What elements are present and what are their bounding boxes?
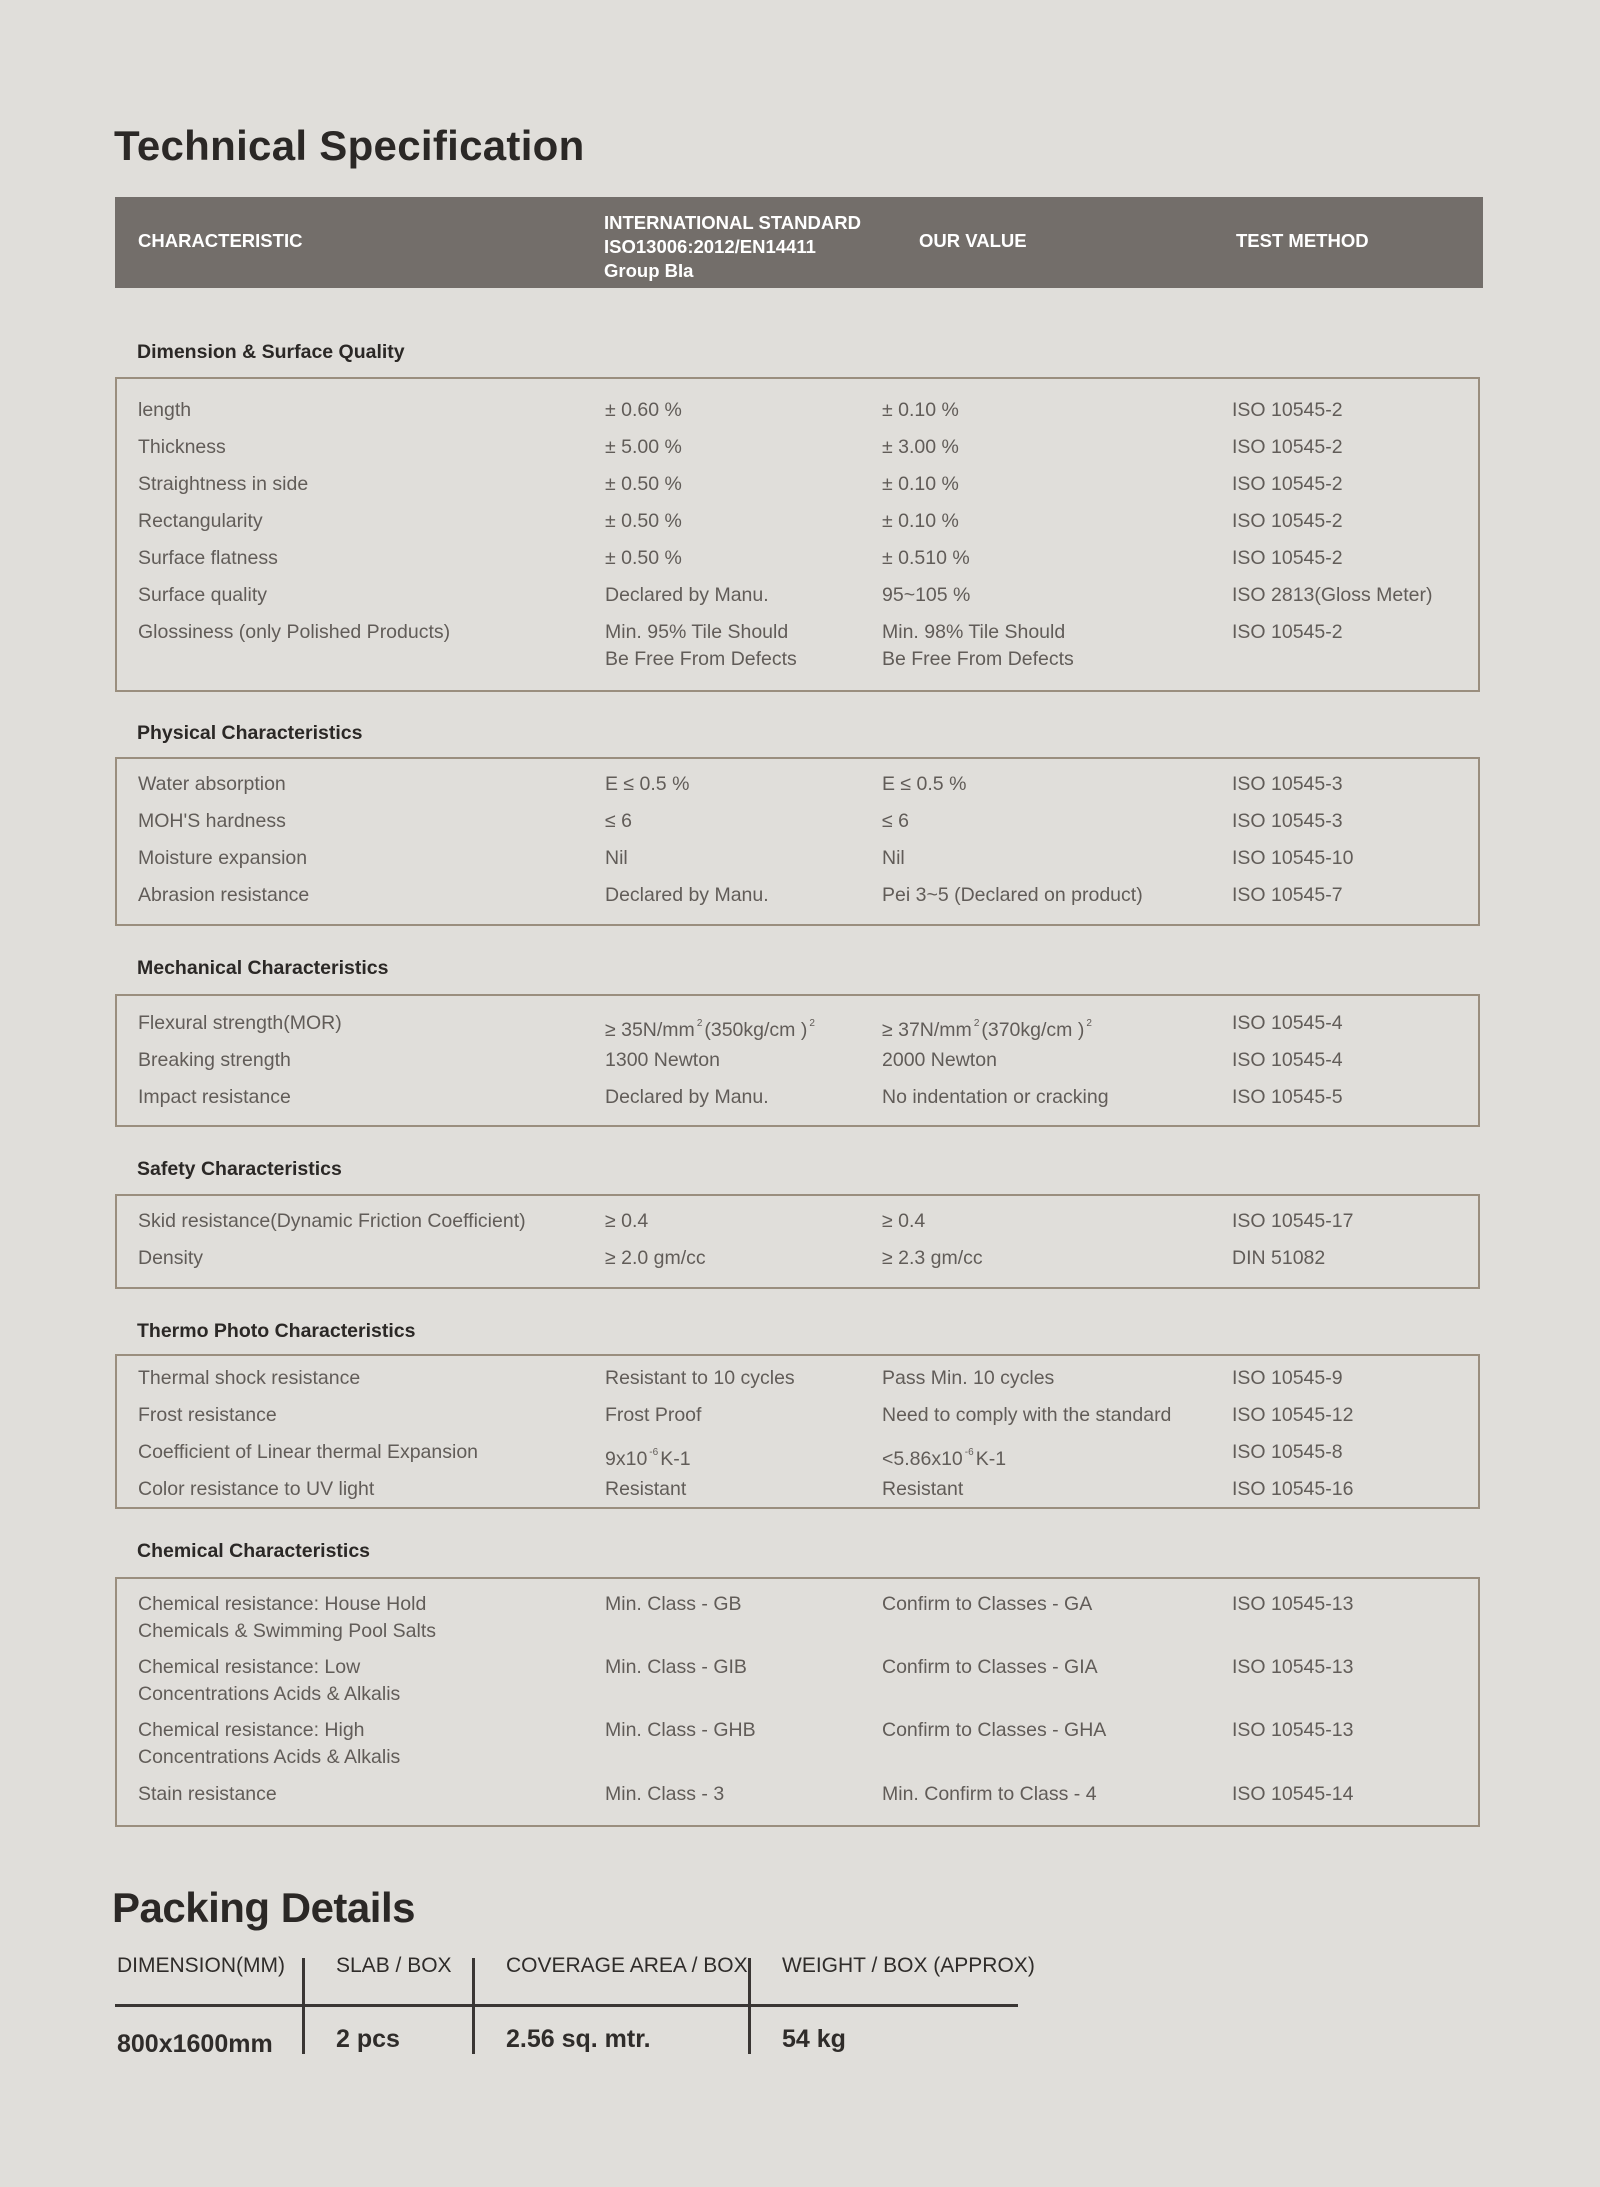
cell-method: ISO 10545-8 (1232, 1441, 1343, 1463)
cell-method: ISO 10545-9 (1232, 1367, 1343, 1389)
cell-method: DIN 51082 (1232, 1247, 1326, 1269)
cell-standard: Resistant to 10 cycles (605, 1367, 795, 1389)
cell-part: ≥ 35N/mm (605, 1019, 695, 1041)
header-standard-line: INTERNATIONAL STANDARD (604, 212, 861, 233)
packing-header-weight: WEIGHT / BOX (APPROX) (782, 1954, 1035, 1977)
packing-value-slab: 2 pcs (336, 2025, 400, 2053)
cell-line: Chemical resistance: Low (138, 1656, 361, 1678)
cell-standard (605, 1439, 691, 1473)
superscript: 2 (1086, 1018, 1092, 1029)
superscript: -6 (964, 1447, 974, 1458)
cell-characteristic: Stain resistance (138, 1783, 277, 1805)
cell-value: Resistant (882, 1478, 964, 1500)
cell-characteristic: Moisture expansion (138, 847, 308, 869)
cell-standard: ± 0.50 % (605, 473, 682, 495)
cell-characteristic: MOH'S hardness (138, 810, 286, 832)
cell-standard: ≥ 0.4 (605, 1210, 649, 1232)
cell-standard: Min. Class - GHB (605, 1719, 756, 1741)
packing-column-divider (472, 1958, 475, 2054)
cell-method: ISO 10545-5 (1232, 1086, 1343, 1108)
cell-part: ≥ 37N/mm (882, 1019, 972, 1041)
section-safety (115, 1194, 1480, 1289)
cell-standard: ± 0.50 % (605, 510, 682, 532)
cell-characteristic: Thickness (138, 436, 226, 458)
cell-standard: Min. Class - GIB (605, 1656, 747, 1678)
cell-value: 95~105 % (882, 584, 971, 606)
cell-characteristic: Skid resistance(Dynamic Friction Coefficient) (138, 1210, 526, 1232)
packing-value-coverage: 2.56 sq. mtr. (506, 2025, 651, 2053)
cell-characteristic: Impact resistance (138, 1086, 291, 1108)
cell-value: Pass Min. 10 cycles (882, 1367, 1055, 1389)
cell-standard: Min. Class - GB (605, 1593, 742, 1615)
cell-value: ≥ 0.4 (882, 1210, 926, 1232)
cell-method: ISO 10545-2 (1232, 547, 1343, 569)
section-thermo (115, 1354, 1480, 1509)
cell-characteristic: Thermal shock resistance (138, 1367, 361, 1389)
cell-method: ISO 10545-13 (1232, 1593, 1354, 1615)
section-mechanical (115, 994, 1480, 1127)
cell-method: ISO 10545-4 (1232, 1049, 1343, 1071)
packing-title: Packing Details (112, 1884, 415, 1931)
cell-line: Min. 95% Tile Should (605, 621, 789, 643)
packing-value-dimension: 800x1600mm (117, 2030, 273, 2058)
cell-value (882, 619, 1074, 673)
cell-value: ± 0.510 % (882, 547, 970, 569)
cell-standard: Frost Proof (605, 1404, 702, 1426)
cell-characteristic: Density (138, 1247, 204, 1269)
header-standard-line: ISO13006:2012/EN14411 (604, 236, 816, 257)
cell-part: K-1 (975, 1448, 1007, 1470)
cell-value: Pei 3~5 (Declared on product) (882, 884, 1143, 906)
cell-characteristic: Straightness in side (138, 473, 309, 495)
cell-method: ISO 10545-2 (1232, 399, 1343, 421)
cell-characteristic: length (138, 399, 192, 421)
cell-value: Confirm to Classes - GHA (882, 1719, 1107, 1741)
cell-value: 2000 Newton (882, 1049, 997, 1071)
cell-standard: ≤ 6 (605, 810, 632, 832)
cell-line: Chemicals & Swimming Pool Salts (138, 1620, 437, 1642)
cell-method: ISO 10545-2 (1232, 621, 1343, 643)
cell-value: ≤ 6 (882, 810, 909, 832)
cell-characteristic: Coefficient of Linear thermal Expansion (138, 1441, 479, 1463)
section-title-physical: Physical Characteristics (137, 722, 363, 744)
cell-characteristic: Flexural strength(MOR) (138, 1012, 342, 1034)
cell-line: Min. 98% Tile Should (882, 621, 1066, 643)
cell-part: <5.86x10 (882, 1448, 963, 1470)
section-title-dimension: Dimension & Surface Quality (137, 341, 405, 363)
cell-line: Concentrations Acids & Alkalis (138, 1746, 401, 1768)
cell-characteristic: Water absorption (138, 773, 286, 795)
section-title-chemical: Chemical Characteristics (137, 1540, 371, 1562)
cell-part: 9x10 (605, 1448, 648, 1470)
superscript: 2 (696, 1018, 703, 1029)
cell-method: ISO 10545-12 (1232, 1404, 1354, 1426)
superscript: 2 (973, 1018, 980, 1029)
packing-value-weight: 54 kg (782, 2025, 846, 2053)
packing-divider-line (115, 2004, 1018, 2007)
cell-value: Confirm to Classes - GIA (882, 1656, 1098, 1678)
header-standard (604, 211, 861, 283)
section-physical (115, 757, 1480, 926)
cell-value: No indentation or cracking (882, 1086, 1109, 1108)
cell-standard (605, 1010, 817, 1044)
cell-value (882, 1010, 1094, 1044)
cell-method: ISO 10545-17 (1232, 1210, 1354, 1232)
cell-method: ISO 10545-16 (1232, 1478, 1354, 1500)
cell-standard: Nil (605, 847, 628, 869)
cell-method: ISO 10545-13 (1232, 1656, 1354, 1678)
page-title: Technical Specification (114, 122, 585, 169)
cell-standard: Declared by Manu. (605, 884, 769, 906)
header-characteristic: CHARACTERISTIC (138, 230, 303, 251)
packing-header-slab: SLAB / BOX (336, 1954, 452, 1977)
cell-value (882, 1439, 1006, 1473)
packing-column-divider (748, 1958, 751, 2054)
cell-standard: E ≤ 0.5 % (605, 773, 690, 795)
packing-header-coverage: COVERAGE AREA / BOX (506, 1954, 748, 1977)
cell-method: ISO 10545-14 (1232, 1783, 1354, 1805)
cell-value: ≥ 2.3 gm/cc (882, 1247, 983, 1269)
cell-characteristic: Abrasion resistance (138, 884, 310, 906)
cell-method: ISO 10545-13 (1232, 1719, 1354, 1741)
cell-method: ISO 10545-10 (1232, 847, 1354, 869)
cell-characteristic (138, 1591, 436, 1645)
cell-method: ISO 10545-7 (1232, 884, 1343, 906)
cell-line: Chemical resistance: High (138, 1719, 365, 1741)
header-test-method: TEST METHOD (1236, 230, 1369, 251)
section-title-mechanical: Mechanical Characteristics (137, 957, 389, 979)
cell-characteristic: Rectangularity (138, 510, 263, 532)
cell-characteristic: Frost resistance (138, 1404, 277, 1426)
cell-value: ± 0.10 % (882, 473, 959, 495)
cell-method: ISO 10545-2 (1232, 510, 1343, 532)
table-header (115, 197, 1483, 288)
cell-standard (605, 619, 797, 673)
section-title-thermo: Thermo Photo Characteristics (137, 1320, 416, 1342)
cell-standard: 1300 Newton (605, 1049, 720, 1071)
superscript: -6 (649, 1447, 659, 1458)
packing-header-dimension: DIMENSION(MM) (117, 1954, 285, 1977)
cell-characteristic: Surface flatness (138, 547, 278, 569)
header-our-value: OUR VALUE (919, 230, 1027, 251)
cell-value: Confirm to Classes - GA (882, 1593, 1093, 1615)
cell-part: (350kg/cm ) (704, 1019, 808, 1041)
cell-value: Need to comply with the standard (882, 1404, 1172, 1426)
section-title-safety: Safety Characteristics (137, 1158, 342, 1180)
cell-value: Nil (882, 847, 905, 869)
cell-standard: ± 0.50 % (605, 547, 682, 569)
cell-standard: Resistant (605, 1478, 687, 1500)
packing-column-divider (302, 1958, 305, 2054)
cell-standard: ± 0.60 % (605, 399, 682, 421)
cell-method: ISO 10545-3 (1232, 773, 1343, 795)
header-standard-line: Group BIa (604, 260, 694, 281)
cell-line: Be Free From Defects (882, 648, 1074, 670)
cell-value: ± 3.00 % (882, 436, 959, 458)
cell-line: Concentrations Acids & Alkalis (138, 1683, 401, 1705)
cell-standard: ≥ 2.0 gm/cc (605, 1247, 706, 1269)
cell-standard: Declared by Manu. (605, 584, 769, 606)
cell-characteristic: Glossiness (only Polished Products) (138, 621, 451, 643)
cell-standard: Min. Class - 3 (605, 1783, 725, 1805)
cell-method: ISO 10545-2 (1232, 436, 1343, 458)
cell-characteristic (138, 1654, 400, 1708)
cell-value: E ≤ 0.5 % (882, 773, 967, 795)
cell-characteristic: Breaking strength (138, 1049, 291, 1071)
cell-characteristic: Surface quality (138, 584, 267, 606)
cell-value: ± 0.10 % (882, 510, 959, 532)
section-chemical (115, 1577, 1480, 1827)
cell-method: ISO 2813(Gloss Meter) (1232, 584, 1433, 606)
cell-part: K-1 (660, 1448, 691, 1470)
cell-standard: ± 5.00 % (605, 436, 682, 458)
cell-value: ± 0.10 % (882, 399, 959, 421)
cell-method: ISO 10545-3 (1232, 810, 1343, 832)
section-dimension (115, 377, 1480, 692)
cell-value: Min. Confirm to Class - 4 (882, 1783, 1097, 1805)
cell-method: ISO 10545-4 (1232, 1012, 1343, 1034)
cell-line: Chemical resistance: House Hold (138, 1593, 427, 1615)
cell-standard: Declared by Manu. (605, 1086, 769, 1108)
superscript: 2 (809, 1018, 815, 1029)
cell-part: (370kg/cm ) (981, 1019, 1085, 1041)
cell-characteristic (138, 1717, 400, 1771)
cell-characteristic: Color resistance to UV light (138, 1478, 375, 1500)
cell-method: ISO 10545-2 (1232, 473, 1343, 495)
cell-line: Be Free From Defects (605, 648, 797, 670)
